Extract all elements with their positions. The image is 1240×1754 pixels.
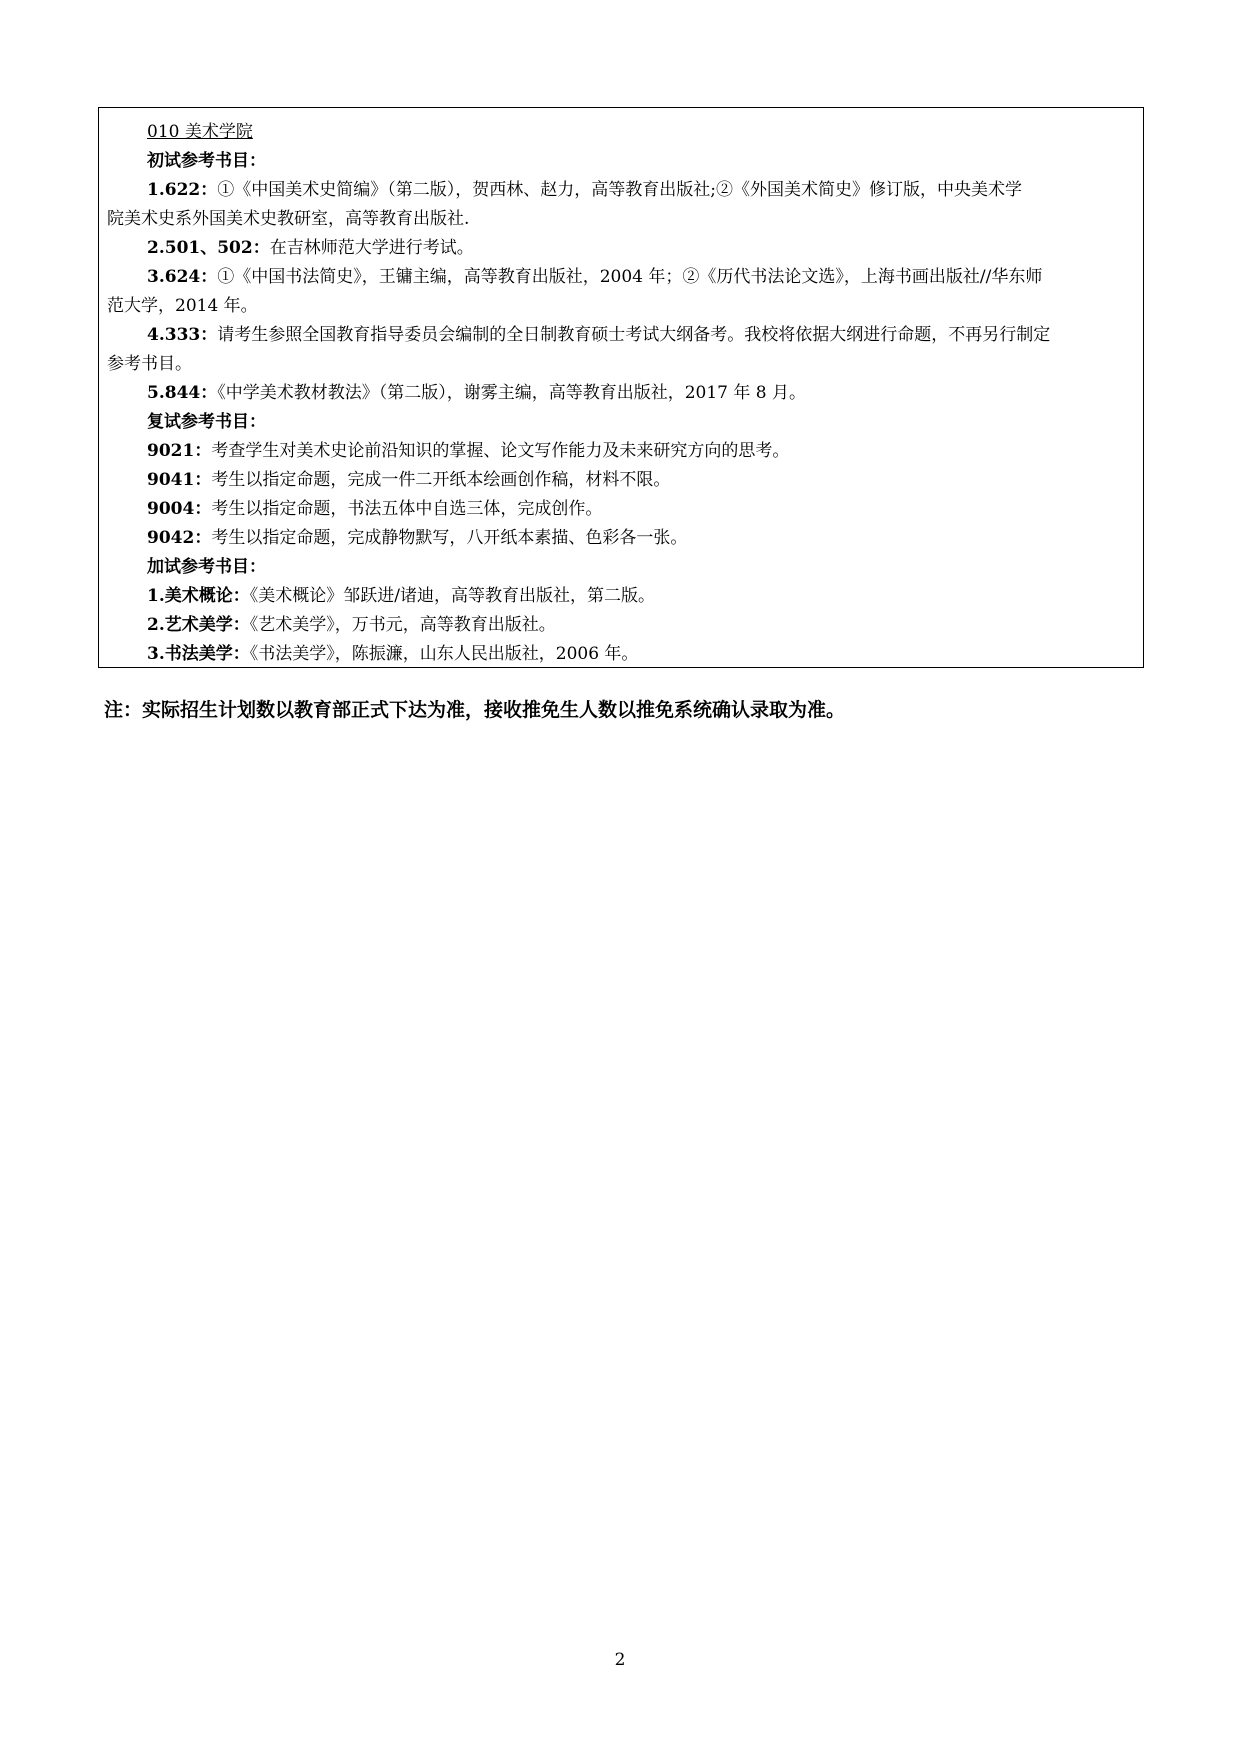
- initial-heading: 初试参考书目：: [147, 151, 266, 171]
- item-continuation: 范大学，2014 年。: [107, 296, 258, 316]
- item-label: 5.844：: [147, 383, 218, 403]
- page-number: 2: [614, 1650, 626, 1670]
- item-text: ①《中国美术史简编》（第二版），贺西林、赵力，高等教育出版社;②《外国美术简史》修订版，中央美术学: [217, 180, 1022, 200]
- initial-item: [147, 379, 1133, 408]
- item-label: 3.书法美学：: [147, 644, 250, 664]
- retest-item: [147, 524, 1133, 553]
- item-continuation: 参考书目。: [107, 354, 192, 374]
- initial-item: [107, 176, 1133, 234]
- item-text: 《艺术美学》，万书元，高等教育出版社。: [249, 615, 556, 635]
- extra-item: [147, 611, 1133, 640]
- item-text: 考生以指定命题，完成静物默写，八开纸本素描、色彩各一张。: [211, 528, 688, 548]
- item-text: 考生以指定命题，书法五体中自选三体，完成创作。: [211, 499, 603, 519]
- item-label: 4.333：: [147, 325, 218, 345]
- item-label: 1.622：: [147, 180, 218, 200]
- item-text: ①《中国书法简史》，王镛主编，高等教育出版社，2004 年；②《历代书法论文选》，上海书画出版社//华东师: [217, 267, 1043, 287]
- item-label: 9041：: [147, 470, 212, 490]
- item-text: 请考生参照全国教育指导委员会编制的全日制教育硕士考试大纲备考。我校将依据大纲进行命题，不再另行制定: [217, 325, 1051, 345]
- item-text: 考查学生对美术史论前沿知识的掌握、论文写作能力及未来研究方向的思考。: [211, 441, 790, 461]
- footnote: 注：实际招生计划数以教育部正式下达为准，接收推免生人数以推免系统确认录取为准。: [104, 699, 846, 721]
- item-text: 《美术概论》邹跃进/诸迪，高等教育出版社，第二版。: [249, 586, 655, 606]
- item-text: 《书法美学》，陈振濂，山东人民出版社，2006 年。: [249, 644, 639, 664]
- item-text: 考生以指定命题，完成一件二开纸本绘画创作稿，材料不限。: [211, 470, 671, 490]
- document-box: [98, 107, 1144, 668]
- item-label: 9004：: [147, 499, 212, 519]
- extra-heading: 加试参考书目：: [147, 557, 266, 577]
- item-text: 在吉林师范大学进行考试。: [269, 238, 474, 258]
- item-label: 3.624：: [147, 267, 218, 287]
- item-label: 9021：: [147, 441, 212, 461]
- item-label: 9042：: [147, 528, 212, 548]
- initial-item: [107, 263, 1133, 321]
- item-text: 《中学美术教材教法》（第二版），谢雾主编，高等教育出版社，2017 年 8 月。: [217, 383, 807, 403]
- extra-item: [147, 582, 1133, 611]
- item-continuation: 院美术史系外国美术史教研室，高等教育出版社.: [107, 209, 470, 229]
- section-title: 010 美术学院: [147, 122, 253, 142]
- retest-heading: 复试参考书目：: [147, 412, 266, 432]
- retest-item: [147, 437, 1133, 466]
- item-label: 2.501、502：: [147, 238, 270, 258]
- retest-item: [147, 495, 1133, 524]
- initial-item: [107, 321, 1133, 379]
- item-label: 1.美术概论：: [147, 586, 250, 606]
- extra-item: [147, 640, 1133, 669]
- item-label: 2.艺术美学：: [147, 615, 250, 635]
- initial-item: [147, 234, 1133, 263]
- retest-item: [147, 466, 1133, 495]
